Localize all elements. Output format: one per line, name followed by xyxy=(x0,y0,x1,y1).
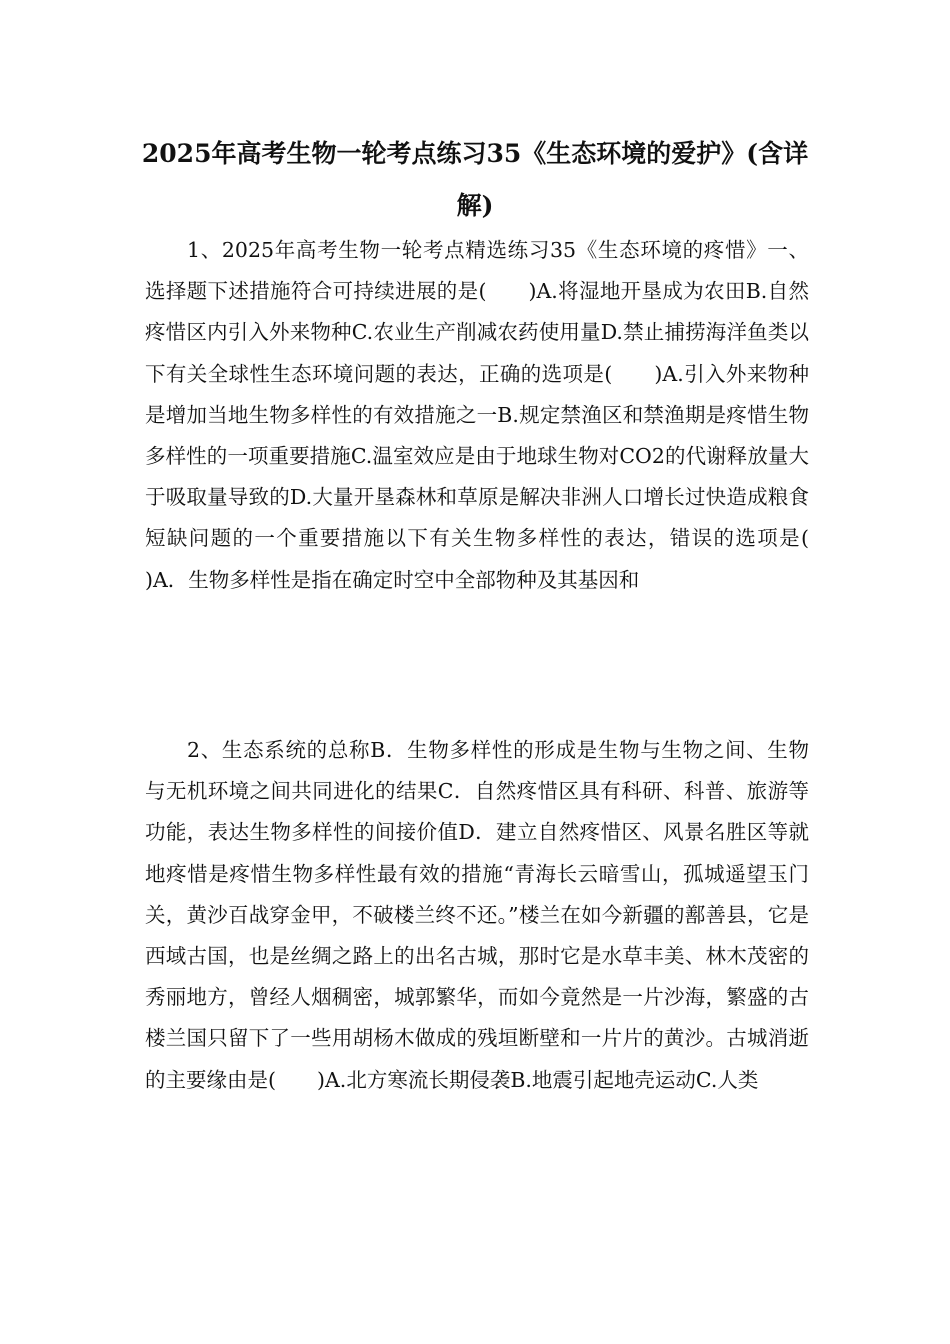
paragraph-1: 1、2025年高考生物一轮考点精选练习35《生态环境的疼惜》一、选择题下述措施符合可持续进展的是( )A.将湿地开垦成为农田B.自然疼惜区内引入外来物种C.农业生产削减农药使用量D.禁止捕捞海洋鱼类以下有关全球性生态环境问题的表达，正确的选项是( )A.引入外来物种是增加当地生物多样性的有效措施之一B.规定禁渔区和禁渔期是疼惜生物多样性的一项重要措施C.温室效应是由于地球生物对CO2的代谢释放量大于吸取量导致的D.大量开垦森林和草原是解决非洲人口增长过快造成粮食短缺问题的一个重要措施以下有关生物多样性的表达，错误的选项是( )A．生物多样性是指在确定时空中全部物种及其基因和 xyxy=(145,238,850,592)
paragraph-2: 2、生态系统的总称B．生物多样性的形成是生物与生物之间、生物与无机环境之间共同进化的结果C．自然疼惜区具有科研、科普、旅游等功能，表达生物多样性的间接价值D．建立自然疼惜区、风景名胜区等就地疼惜是疼惜生物多样性最有效的措施“青海长云暗雪山，孤城遥望玉门关，黄沙百战穿金甲，不破楼兰终不还。”楼兰在如今新疆的鄯善县，它是西域古国，也是丝绸之路上的出名古城，那时它是水草丰美、林木茂密的秀丽地方，曾经人烟稠密，城郭繁华，而如今竟然是一片沙海，繁盛的古楼兰国只留下了一些用胡杨木做成的残垣断壁和一片片的黄沙。古城消逝的主要缘由是( )A.北方寒流长期侵袭B.地震引起地壳运动C.人类 xyxy=(145,738,809,1092)
document-title: 2025年高考生物一轮考点练习35《生态环境的爱护》(含详解) xyxy=(141,139,809,220)
